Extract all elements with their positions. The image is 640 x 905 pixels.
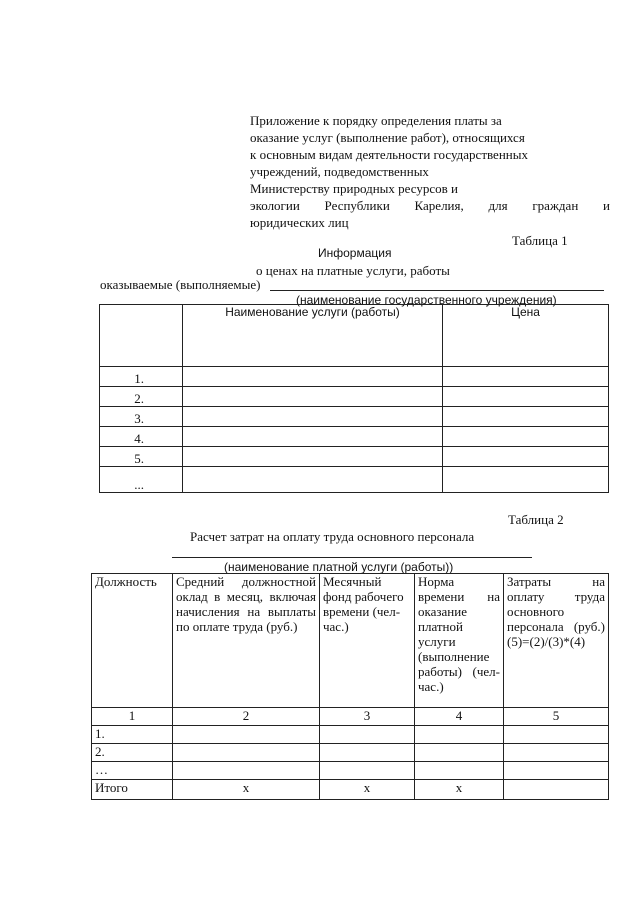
table1-title: Информация xyxy=(318,246,392,260)
appendix-line-6: экологии Республики Карелия, для граждан и xyxy=(250,198,610,213)
row-number: 2. xyxy=(100,387,183,407)
labor-cost-table xyxy=(91,573,609,800)
table1-header-service: Наименование услуги (работы) xyxy=(183,305,443,367)
appendix-line-3: к основным видам деятельности государственных xyxy=(250,147,528,162)
total-mark: x xyxy=(173,780,320,800)
col-number: 2 xyxy=(173,708,320,726)
table2-header-time-norm: Норма времени на оказание платной услуги (выполнение работы) (чел-час.) xyxy=(415,574,504,708)
total-mark: x xyxy=(320,780,415,800)
table-row xyxy=(100,387,609,407)
row-number: ... xyxy=(100,467,183,493)
table-row-total xyxy=(92,780,609,800)
prices-table xyxy=(99,304,609,493)
table-row xyxy=(92,762,609,780)
appendix-line-7: юридических лиц xyxy=(250,215,349,230)
appendix-line-4: учреждений, подведомственных xyxy=(250,164,429,179)
col-number: 3 xyxy=(320,708,415,726)
table2-label: Таблица 2 xyxy=(508,512,564,527)
table1-header-price: Цена xyxy=(443,305,609,367)
row-number: 2. xyxy=(92,744,173,762)
appendix-line-5: Министерству природных ресурсов и xyxy=(250,181,458,196)
col-number: 4 xyxy=(415,708,504,726)
table-row xyxy=(100,367,609,387)
table1-header-empty xyxy=(100,305,183,367)
table-row xyxy=(100,467,609,493)
table1-org-underline xyxy=(270,290,604,291)
table2-caption: (наименование платной услуги (работы)) xyxy=(224,560,454,574)
table2-header-time-fund: Месячный фонд рабочего времени (чел-час.) xyxy=(320,574,415,708)
table-row xyxy=(100,407,609,427)
row-number: 1. xyxy=(100,367,183,387)
table-row xyxy=(100,427,609,447)
table2-header-position: Должность xyxy=(92,574,173,708)
table-row xyxy=(92,708,609,726)
row-number: 3. xyxy=(100,407,183,427)
table2-service-underline xyxy=(172,557,532,558)
table2-header-costs: Затраты на оплату труда основного персонала (руб.) (5)=(2)/(3)*(4) xyxy=(504,574,609,708)
row-number: … xyxy=(92,762,173,780)
appendix-line-2: оказание услуг (выполнение работ), относящихся xyxy=(250,130,525,145)
table2-title: Расчет затрат на оплату труда основного персонала xyxy=(190,529,475,544)
row-number: 4. xyxy=(100,427,183,447)
table-row xyxy=(92,744,609,762)
table-row xyxy=(100,447,609,467)
row-number: 1. xyxy=(92,726,173,744)
appendix-line-1: Приложение к порядку определения платы за xyxy=(250,113,502,128)
table2-header-salary: Средний должностной оклад в месяц, включая начисления на выплаты по оплате труда (руб.) xyxy=(173,574,320,708)
col-number: 5 xyxy=(504,708,609,726)
col-number: 1 xyxy=(92,708,173,726)
total-label: Итого xyxy=(92,780,173,800)
table1-caption: (наименование государственного учреждения) xyxy=(296,293,557,307)
total-mark: x xyxy=(415,780,504,800)
table1-subtitle-2: оказываемые (выполняемые) xyxy=(100,277,261,292)
table1-subtitle: о ценах на платные услуги, работы xyxy=(256,263,450,278)
table1-label: Таблица 1 xyxy=(512,233,568,248)
row-number: 5. xyxy=(100,447,183,467)
table-row xyxy=(92,726,609,744)
